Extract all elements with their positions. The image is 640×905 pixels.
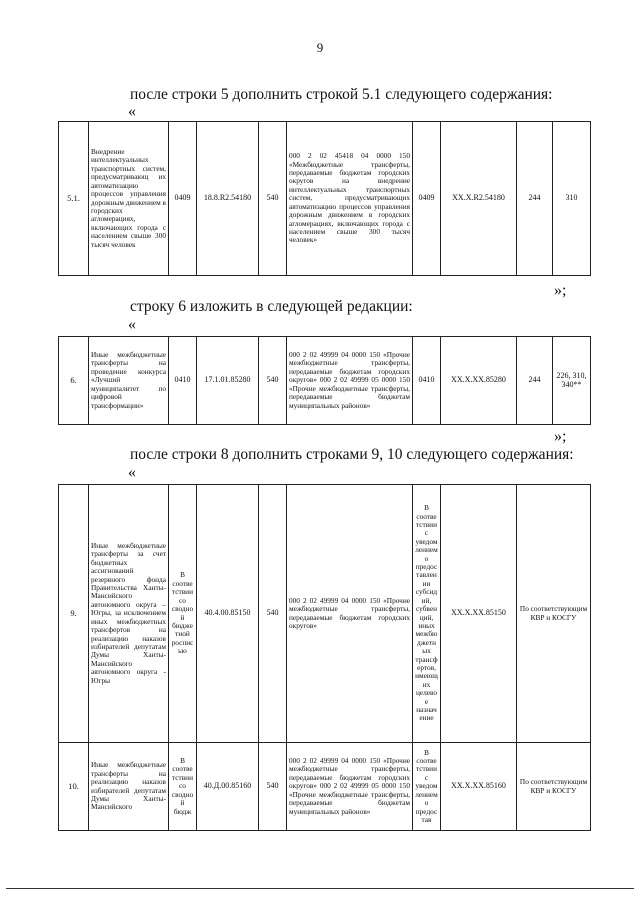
row-number: 10. — [59, 743, 89, 831]
row-section: В соответствии со сводной бюджетной росписью — [169, 485, 197, 743]
row-section2: В соответствии с уведомлением о предоставлении субсидий, субвенций, иных межбюджетных трансфертов, имеющих целевое назначение — [413, 485, 441, 743]
row-section: 0410 — [169, 337, 197, 425]
row-type: 540 — [259, 122, 287, 276]
row-section: 0409 — [169, 122, 197, 276]
row-target: 17.1.01.85280 — [197, 337, 259, 425]
row-income: 000 2 02 49999 04 0000 150 «Прочие межбюджетные трансферты, передаваемые бюджетам городских округов» 000 2 02 49999 05 0000 150 «Прочие межбюджетные трансферты, передаваемые бюджетам муниципальных районов» — [287, 743, 413, 831]
table-row — [59, 337, 591, 425]
close-quote: »; — [554, 282, 567, 299]
row-number: 6. — [59, 337, 89, 425]
row-target: 40.Д.00.85160 — [197, 743, 259, 831]
row-target2: XX.X.XX.85160 — [441, 743, 517, 831]
row-kosgu: 226, 310, 340** — [553, 337, 591, 425]
row-number: 9. — [59, 485, 89, 743]
page-number: 9 — [316, 40, 324, 55]
row-kvr: 244 — [517, 122, 553, 276]
row-kosgu: 310 — [553, 122, 591, 276]
table-row — [59, 122, 591, 276]
row-type: 540 — [259, 337, 287, 425]
bottom-divider — [6, 888, 634, 889]
row-income: 000 2 02 45418 04 0000 150 «Межбюджетные трансферты, передаваемые бюджетам городских округов на внедрение интеллектуальных транспортных систем, предусматривающих автоматизацию процессов управления дорожным движением в городских агломерациях, включающих города с населением свыше 300 тысяч человек» — [287, 122, 413, 276]
row-income: 000 2 02 49999 04 0000 150 «Прочие межбюджетные трансферты, передаваемые бюджетам городских округов» 000 2 02 49999 05 0000 150 «Прочие межбюджетные трансферты, передаваемые бюджетам муниципальных районов» — [287, 337, 413, 425]
row-section2: 0410 — [413, 337, 441, 425]
open-quote: « — [128, 103, 136, 120]
row-section: В соответствии со сводной бюдж — [169, 743, 197, 831]
instruction-rows-9-10: после строки 8 дополнить строками 9, 10 следующего содержания: — [130, 446, 574, 463]
table-row — [59, 485, 591, 743]
row-kvr-kosgu: По соответствующим КВР и КОСГУ — [517, 743, 591, 831]
row-section2: 0409 — [413, 122, 441, 276]
row-section2: В соответствии с уведомлением о предостав — [413, 743, 441, 831]
row-target: 18.8.R2.54180 — [197, 122, 259, 276]
row-name: Иные межбюджетные трансферты на проведение конкурса «Лучший муниципалитет по цифровой трансформации» — [89, 337, 169, 425]
row-type: 540 — [259, 485, 287, 743]
row-name: Иные межбюджетные трансферты за счет бюджетных ассигнований резервного фонда Правительства Ханты-Мансийского автономного округа – Югры, за исключением иных межбюджетных трансфертов на реализацию наказов избирателей депутатам Думы Ханты-Мансийского автономного округа - Югры — [89, 485, 169, 743]
row-target2: XX.X.XX.85280 — [441, 337, 517, 425]
open-quote: « — [128, 316, 136, 333]
row-target2: XX.X.XX.85150 — [441, 485, 517, 743]
table-row — [59, 743, 591, 831]
row-kvr-kosgu: По соответствующим КВР и КОСГУ — [517, 485, 591, 743]
instruction-row-6: строку 6 изложить в следующей редакции: — [130, 298, 413, 315]
open-quote: « — [128, 464, 136, 481]
table-row-6 — [58, 336, 591, 425]
row-name: Иные межбюджетные трансферты на реализацию наказов избирателей депутатам Думы Ханты-Мансийского — [89, 743, 169, 831]
row-income: 000 2 02 49999 04 0000 150 «Прочие межбюджетные трансферты, передаваемые бюджетам городских округов» — [287, 485, 413, 743]
table-row-5-1 — [58, 121, 591, 276]
row-type: 540 — [259, 743, 287, 831]
table-rows-9-10 — [58, 484, 591, 831]
close-quote: »; — [554, 428, 567, 445]
row-number: 5.1. — [59, 122, 89, 276]
row-target: 40.4.00.85150 — [197, 485, 259, 743]
row-target2: XX.X.R2.54180 — [441, 122, 517, 276]
row-name: Внедрение интеллектуальных транспортных систем, предусматривающ их автоматизацию процессов управления дорожным движением в городских агломерациях, включающих города с населением свыше 300 тысяч человек — [89, 122, 169, 276]
instruction-row-5-1: после строки 5 дополнить строкой 5.1 следующего содержания: — [130, 86, 553, 103]
row-kvr: 244 — [517, 337, 553, 425]
